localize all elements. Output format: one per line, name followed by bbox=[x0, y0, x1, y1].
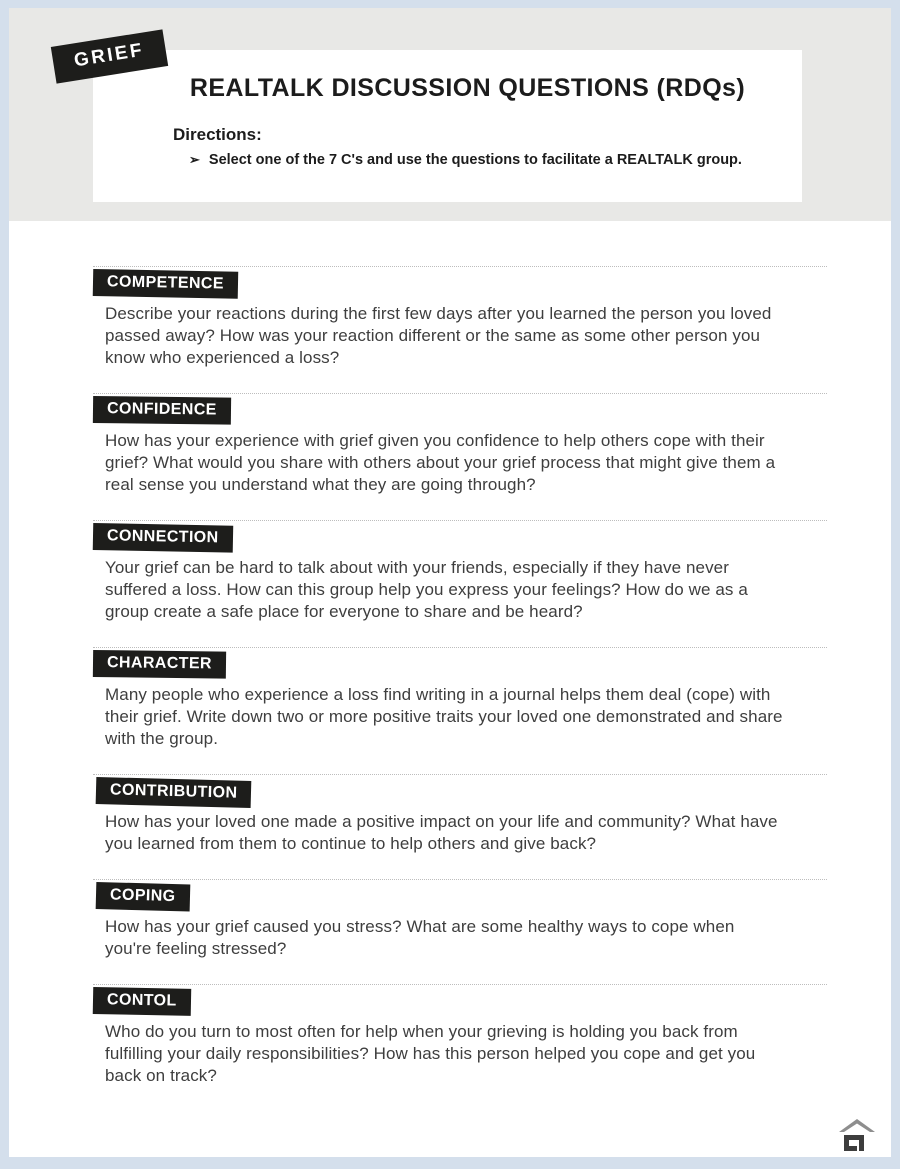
section-label-chip: CONFIDENCE bbox=[93, 396, 231, 425]
question-section bbox=[93, 393, 827, 496]
header-card bbox=[93, 50, 802, 202]
question-section bbox=[93, 879, 827, 960]
directions-label: Directions: bbox=[173, 125, 262, 144]
section-label-chip: COMPETENCE bbox=[93, 269, 238, 299]
grief-tag: GRIEF bbox=[51, 29, 168, 83]
section-question-text: Who do you turn to most often for help when your grieving is holding you back from fulfilling your daily responsibilities? How has this person helped you cope and get you back on track? bbox=[105, 1022, 756, 1085]
question-section bbox=[93, 984, 827, 1087]
question-section bbox=[93, 774, 827, 855]
directions-bullet bbox=[189, 152, 762, 168]
arrow-bullet-icon: ➢ bbox=[189, 152, 200, 167]
section-label-chip: CONTOL bbox=[93, 987, 191, 1016]
house-logo-icon bbox=[838, 1118, 876, 1152]
section-label-chip: COPING bbox=[96, 882, 190, 911]
section-question-text: How has your grief caused you stress? What are some healthy ways to cope when you're feeling stressed? bbox=[105, 917, 735, 958]
question-section bbox=[93, 647, 827, 750]
question-section bbox=[93, 520, 827, 623]
section-label-chip: CONTRIBUTION bbox=[96, 777, 252, 808]
section-question-text: Your grief can be hard to talk about with your friends, especially if they have never suffered a loss. How can this group help you express your feelings? How do we as a group create a safe place for everyone to share and be heard? bbox=[105, 558, 748, 621]
section-question-text: Describe your reactions during the first few days after you learned the person you loved passed away? How was your reaction different or the same as some other person you know who experienced a loss? bbox=[105, 304, 772, 367]
directions-text: Select one of the 7 C's and use the questions to facilitate a REALTALK group. bbox=[208, 152, 742, 168]
section-label-chip: CHARACTER bbox=[93, 650, 226, 679]
section-question-text: How has your experience with grief given you confidence to help others cope with their grief? What would you share with others about your grief process that might give them a real sense you understand what they are going through? bbox=[105, 431, 776, 494]
header-band bbox=[9, 8, 891, 221]
section-question-text: How has your loved one made a positive impact on your life and community? What have you learned from them to continue to help others and give back? bbox=[105, 812, 778, 853]
question-section bbox=[93, 266, 827, 369]
section-label-chip: CONNECTION bbox=[93, 523, 233, 553]
sections-list bbox=[9, 221, 891, 1087]
sheet bbox=[9, 8, 891, 1157]
page-title: REALTALK DISCUSSION QUESTIONS (RDQs) bbox=[189, 74, 746, 102]
section-question-text: Many people who experience a loss find writing in a journal helps them deal (cope) with their grief. Write down two or more positive traits your loved one demonstrated and share with the group. bbox=[105, 685, 783, 748]
